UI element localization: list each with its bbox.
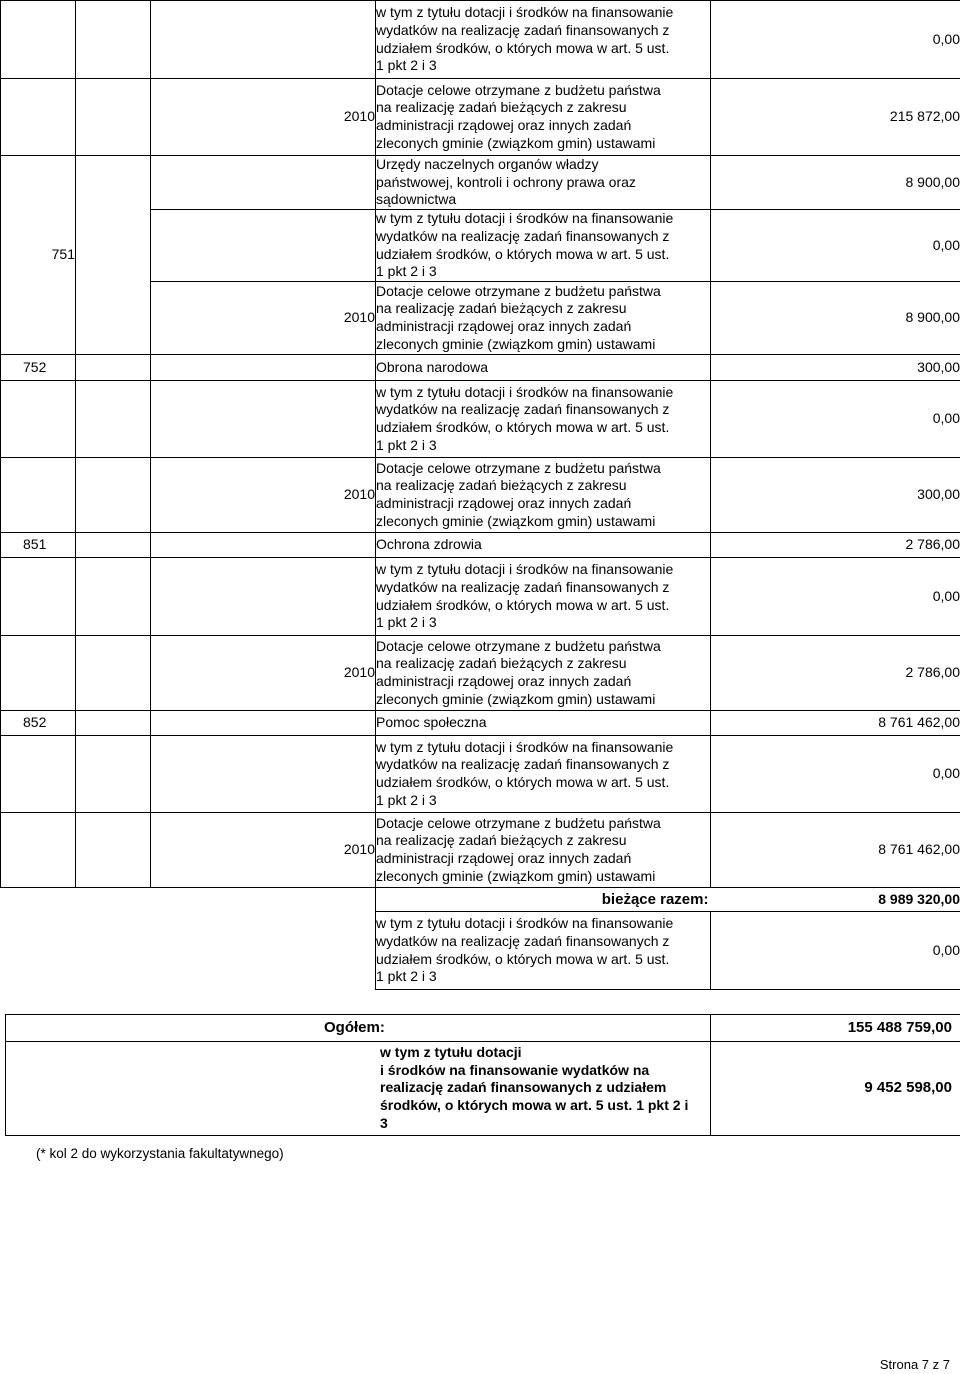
- summary-label: Ogółem:: [6, 1015, 711, 1042]
- wtym-description: w tym z tytułu dotacji i środków na finansowanie wydatków na realizację zadań finansowanych z udziałem środków, o których mowa w art. 5 ust. 1 pkt 2 i 3: [376, 912, 711, 990]
- biezace-amount: 8 989 320,00: [711, 888, 960, 912]
- dotacje-description: Dotacje celowe otrzymane z budżetu państwa na realizację zadań bieżących z zakresu administracji rządowej oraz innych zadań zleconych gminie (związkom gmin) ustawami: [376, 636, 711, 711]
- section-row-752: [1, 355, 960, 381]
- summary-box: [5, 1014, 960, 1136]
- dotacje-description: Dotacje celowe otrzymane z budżetu państwa na realizację zadań bieżących z zakresu administracji rządowej oraz innych zadań zleconych gminie (związkom gmin) ustawami: [376, 813, 711, 888]
- dzial-name: Ochrona zdrowia: [376, 533, 711, 558]
- dzial-amount: 8 900,00: [711, 156, 960, 210]
- dotacje-description: Dotacje celowe otrzymane z budżetu państwa na realizację zadań bieżących z zakresu administracji rządowej oraz innych zadań zleconych gminie (związkom gmin) ustawami: [376, 79, 711, 156]
- table-row: [1, 813, 960, 888]
- dzial-name: Obrona narodowa: [376, 355, 711, 381]
- dotacje-description: Dotacje celowe otrzymane z budżetu państwa na realizację zadań bieżących z zakresu administracji rządowej oraz innych zadań zleconych gminie (związkom gmin) ustawami: [376, 282, 711, 355]
- dzial-amount: 8 761 462,00: [711, 711, 960, 736]
- wtym-description: w tym z tytułu dotacji i środków na finansowanie wydatków na realizację zadań finansowanych z udziałem środków, o których mowa w art. 5 ust. 1 pkt 2 i 3: [376, 736, 711, 813]
- footnote: (* kol 2 do wykorzystania fakultatywnego): [36, 1146, 284, 1161]
- table-row: [1, 558, 960, 636]
- wtym-description: w tym z tytułu dotacji i środków na finansowanie wydatków na realizację zadań finansowanych z udziałem środków, o których mowa w art. 5 ust. 1 pkt 2 i 3: [376, 381, 711, 458]
- summary-wtym-row: [6, 1042, 960, 1136]
- wtym-amount: 0,00: [711, 736, 960, 813]
- section-row-751: [1, 156, 960, 210]
- biezace-total-row: [1, 888, 960, 912]
- page-number: Strona 7 z 7: [879, 1357, 950, 1372]
- wtym-description: w tym z tytułu dotacji i środków na finansowanie wydatków na realizację zadań finansowanych z udziałem środków, o których mowa w art. 5 ust. 1 pkt 2 i 3: [376, 558, 711, 636]
- section-row-851: [1, 533, 960, 558]
- wtym-amount: 0,00: [711, 210, 960, 282]
- table-row: [1, 912, 960, 990]
- paragraf-code: 2010: [151, 458, 376, 533]
- dzial-code: 752: [1, 355, 76, 381]
- dzial-code: 751: [1, 156, 76, 355]
- wtym-description: w tym z tytułu dotacji i środków na finansowanie wydatków na realizację zadań finansowanych z udziałem środków, o których mowa w art. 5 ust. 1 pkt 2 i 3: [376, 210, 711, 282]
- wtym-amount: 0,00: [711, 1, 960, 79]
- dotacje-description: Dotacje celowe otrzymane z budżetu państwa na realizację zadań bieżących z zakresu administracji rządowej oraz innych zadań zleconych gminie (związkom gmin) ustawami: [376, 458, 711, 533]
- wtym-amount: 0,00: [711, 381, 960, 458]
- dzial-amount: 2 786,00: [711, 533, 960, 558]
- summary-amount: 155 488 759,00: [711, 1015, 960, 1042]
- dotacje-amount: 8 900,00: [711, 282, 960, 355]
- paragraf-code: 2010: [151, 636, 376, 711]
- table-row: [1, 736, 960, 813]
- dotacje-amount: 2 786,00: [711, 636, 960, 711]
- dzial-amount: 300,00: [711, 355, 960, 381]
- dzial-name: Pomoc społeczna: [376, 711, 711, 736]
- wtym-amount: 0,00: [711, 558, 960, 636]
- dotacje-amount: 215 872,00: [711, 79, 960, 156]
- biezace-label: bieżące razem:: [376, 888, 711, 912]
- summary-total-row: [6, 1015, 960, 1042]
- paragraf-code: 2010: [151, 282, 376, 355]
- wtym-description: w tym z tytułu dotacji i środków na finansowanie wydatków na realizację zadań finansowanych z udziałem środków, o których mowa w art. 5 ust. 1 pkt 2 i 3: [376, 1, 711, 79]
- table-row: [1, 79, 960, 156]
- paragraf-code: 2010: [151, 813, 376, 888]
- dzial-name: Urzędy naczelnych organów władzy państwowej, kontroli i ochrony prawa oraz sądownictwa: [376, 156, 711, 210]
- table-row: [1, 381, 960, 458]
- biezace-wtym-amount: 0,00: [711, 912, 960, 990]
- table-row: [1, 458, 960, 533]
- dotacje-amount: 300,00: [711, 458, 960, 533]
- summary-wtym-amount: 9 452 598,00: [711, 1042, 960, 1136]
- dzial-code: 852: [1, 711, 76, 736]
- section-row-852: [1, 711, 960, 736]
- paragraf-code: 2010: [151, 79, 376, 156]
- dzial-code: 851: [1, 533, 76, 558]
- table-row: [1, 636, 960, 711]
- dotacje-amount: 8 761 462,00: [711, 813, 960, 888]
- summary-wtym-description: w tym z tytułu dotacji i środków na finansowanie wydatków na realizację zadań finansowanych z udziałem środków, o których mowa w art. 5 ust. 1 pkt 2 i 3: [6, 1042, 711, 1136]
- table-row: [1, 1, 960, 79]
